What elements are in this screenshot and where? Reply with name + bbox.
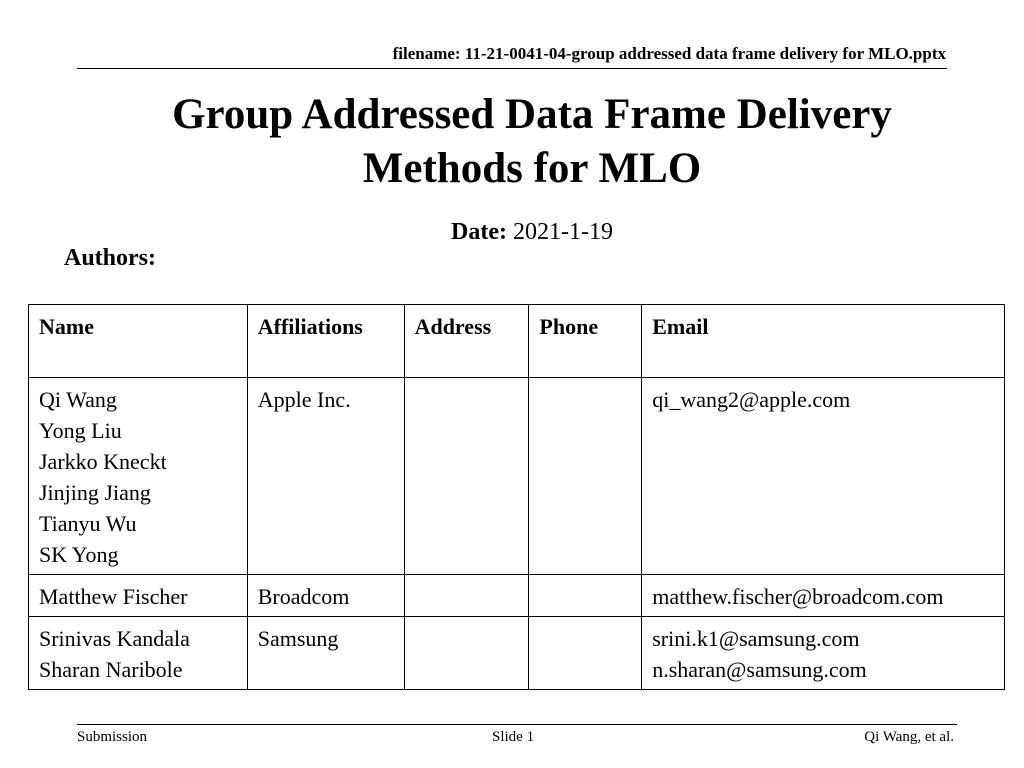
phone-cell bbox=[529, 378, 642, 575]
footer-submission: Submission bbox=[77, 729, 148, 745]
author-name: Tianyu Wu bbox=[39, 511, 137, 536]
header-name: Name bbox=[29, 305, 248, 378]
authors-table bbox=[28, 304, 1005, 690]
header-affiliations: Affiliations bbox=[247, 305, 404, 378]
author-name: SK Yong bbox=[39, 542, 119, 567]
table-header-row bbox=[29, 305, 1005, 378]
date-label: Date: bbox=[451, 219, 507, 245]
author-email: srini.k1@samsung.com bbox=[652, 626, 860, 651]
footer-author: Qi Wang, et al. bbox=[864, 729, 954, 745]
names-cell bbox=[29, 617, 248, 690]
email-cell bbox=[642, 378, 1005, 575]
slide-title bbox=[40, 88, 1024, 196]
footer-divider bbox=[77, 724, 957, 725]
author-name: Srinivas Kandala bbox=[39, 626, 190, 651]
author-email: matthew.fischer@broadcom.com bbox=[652, 584, 944, 609]
table-row bbox=[29, 617, 1005, 690]
phone-cell bbox=[529, 617, 642, 690]
address-cell bbox=[404, 575, 529, 617]
names-cell bbox=[29, 575, 248, 617]
header-phone: Phone bbox=[529, 305, 642, 378]
author-email: n.sharan@samsung.com bbox=[652, 657, 867, 682]
authors-heading: Authors: bbox=[64, 245, 157, 271]
address-cell bbox=[404, 617, 529, 690]
email-cell bbox=[642, 617, 1005, 690]
affiliation-cell: Apple Inc. bbox=[247, 378, 404, 575]
affiliation-cell: Samsung bbox=[247, 617, 404, 690]
header-email: Email bbox=[642, 305, 1005, 378]
author-name: Matthew Fischer bbox=[39, 584, 188, 609]
author-name: Jarkko Kneckt bbox=[39, 449, 167, 474]
header-divider bbox=[77, 68, 947, 69]
author-name: Jinjing Jiang bbox=[39, 480, 151, 505]
address-cell bbox=[404, 378, 529, 575]
phone-cell bbox=[529, 575, 642, 617]
email-cell bbox=[642, 575, 1005, 617]
title-line-2: Methods for MLO bbox=[362, 145, 702, 192]
author-email: qi_wang2@apple.com bbox=[652, 387, 851, 412]
table-row bbox=[29, 378, 1005, 575]
author-name: Yong Liu bbox=[39, 418, 122, 443]
names-cell bbox=[29, 378, 248, 575]
date-value: 2021-1-19 bbox=[512, 219, 613, 245]
table-row bbox=[29, 575, 1005, 617]
affiliation-cell: Broadcom bbox=[247, 575, 404, 617]
date-line bbox=[0, 219, 1024, 246]
title-line-1: Group Addressed Data Frame Delivery bbox=[172, 91, 892, 138]
header-address: Address bbox=[404, 305, 529, 378]
footer-slide-number: Slide 1 bbox=[492, 729, 535, 745]
author-name: Qi Wang bbox=[39, 387, 117, 412]
filename-header: filename: 11-21-0041-04-group addressed data frame delivery for MLO.pptx bbox=[392, 44, 946, 63]
author-name: Sharan Naribole bbox=[39, 657, 183, 682]
